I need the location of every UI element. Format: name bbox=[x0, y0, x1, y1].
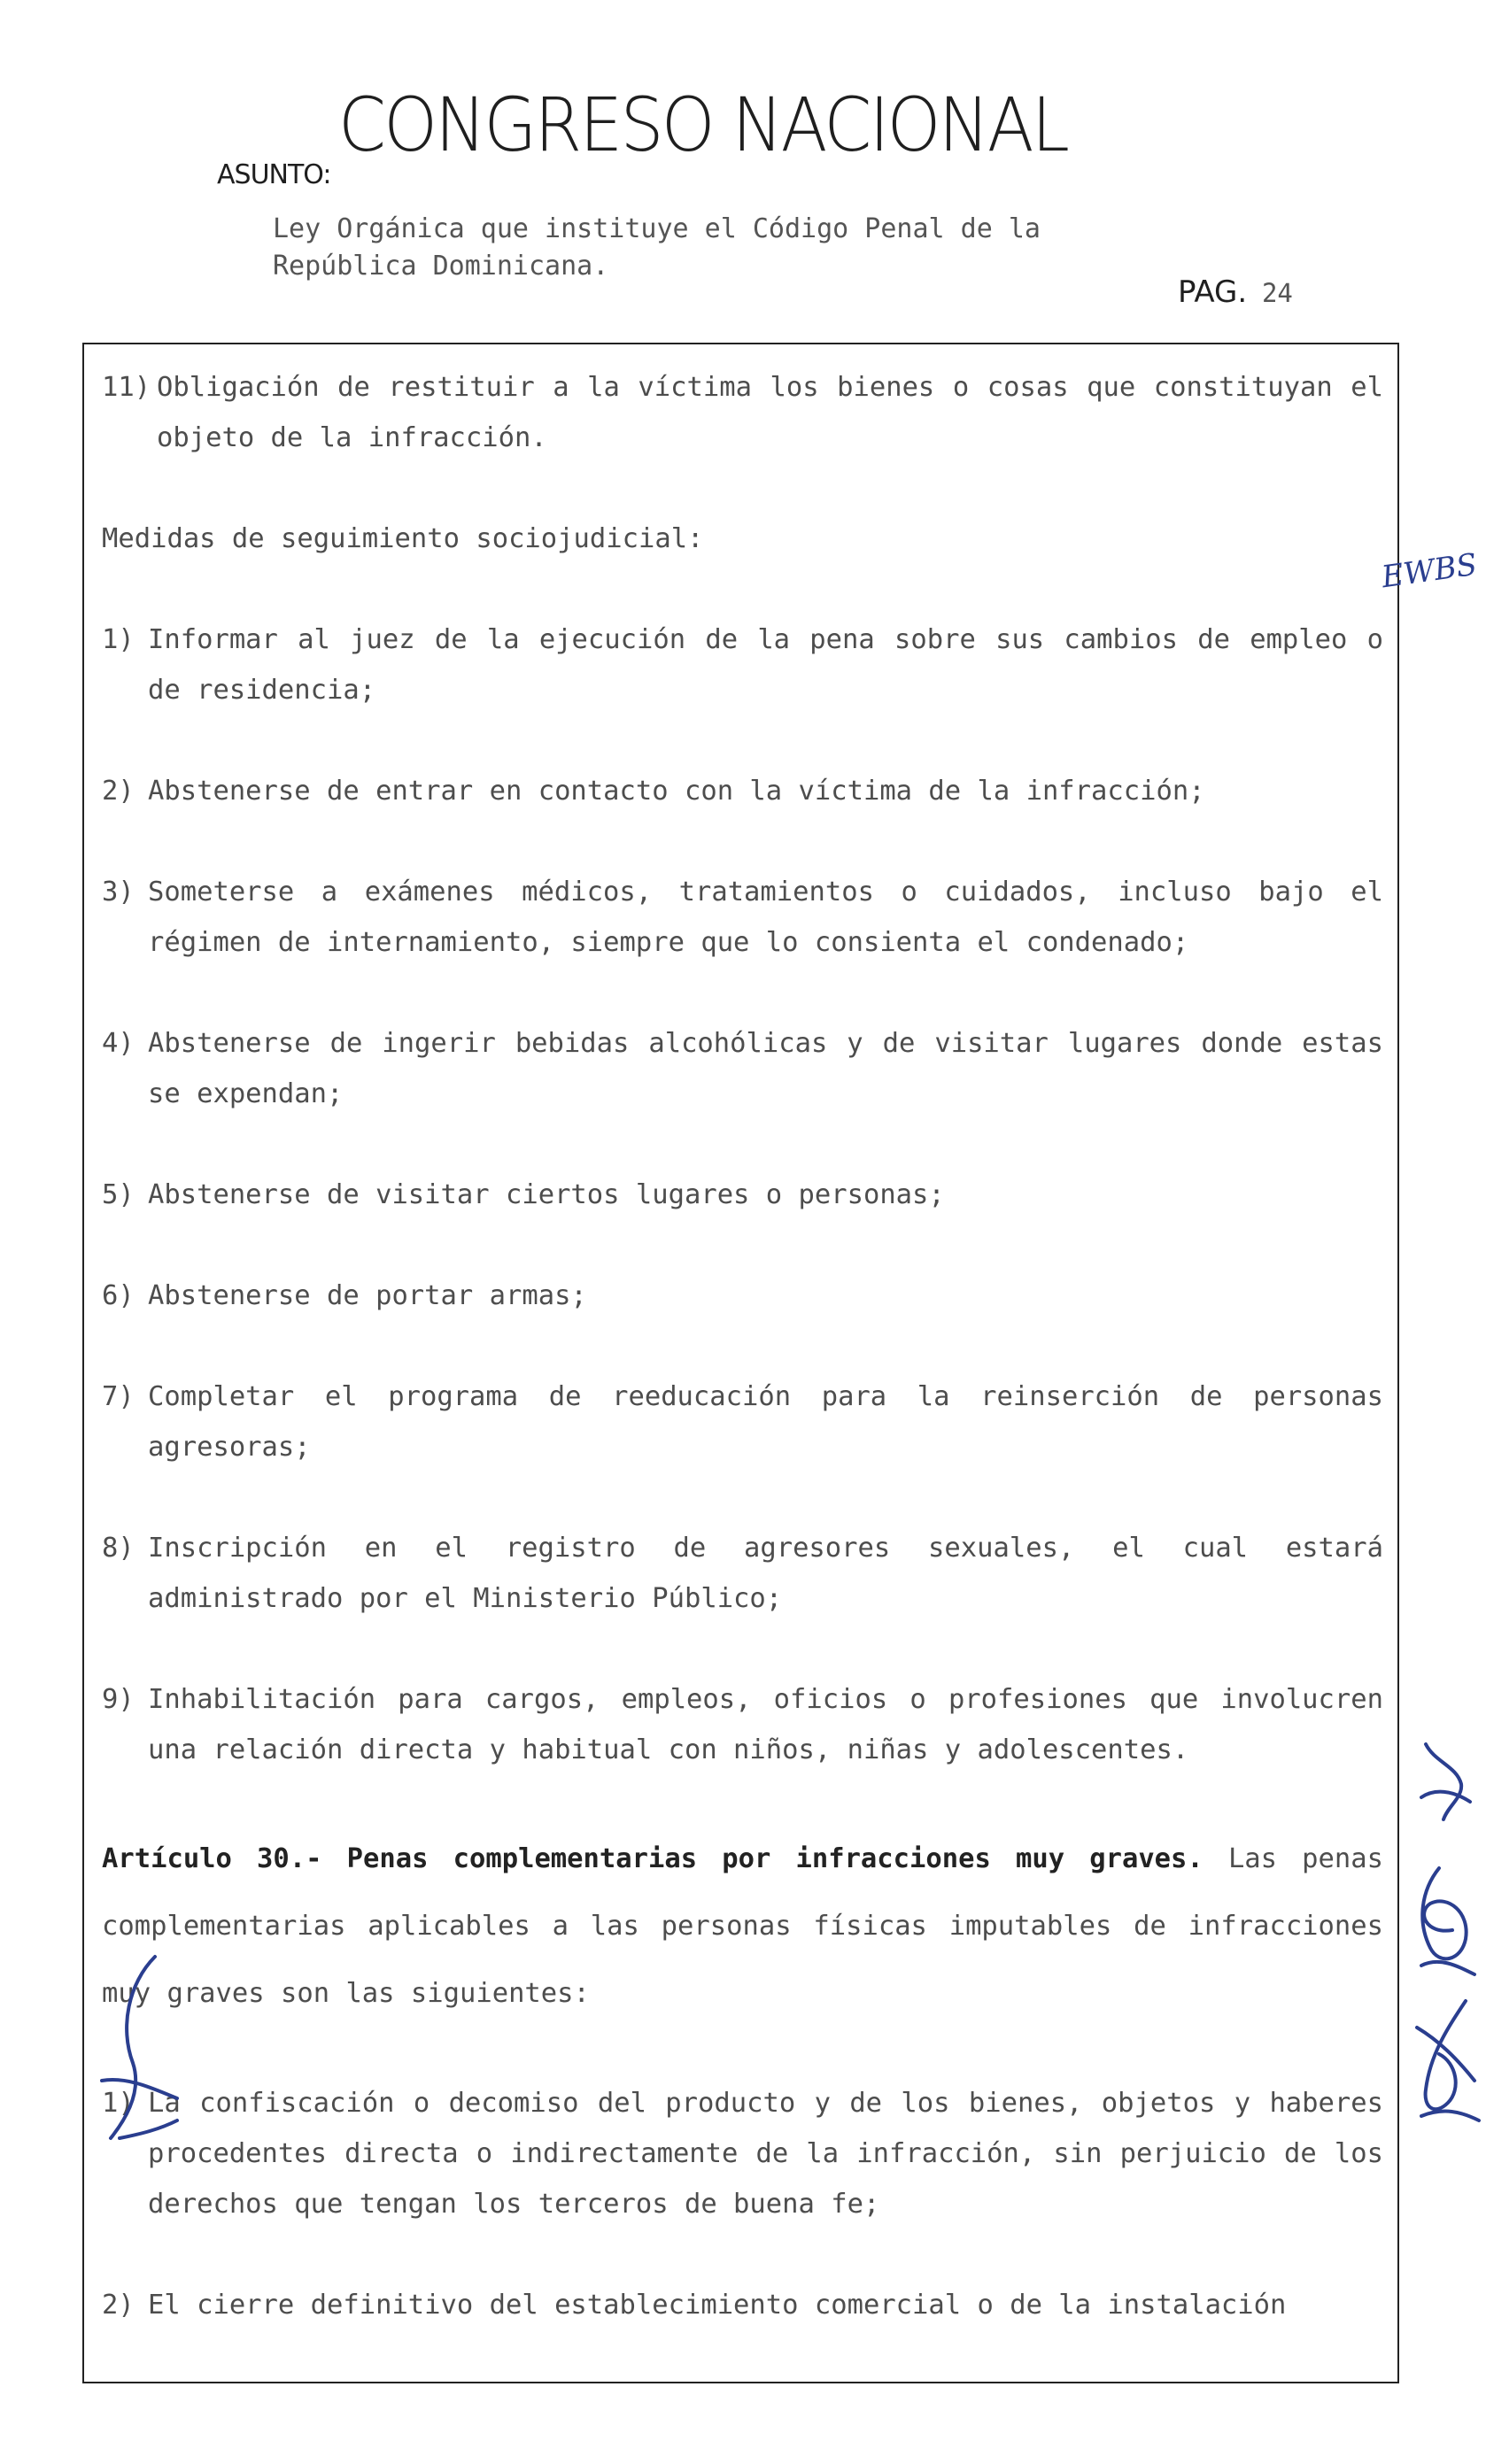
signature-mark bbox=[1404, 1859, 1483, 1983]
item-number: 6) bbox=[102, 1280, 135, 1311]
item-number: 8) bbox=[102, 1533, 135, 1564]
list-item bbox=[102, 1371, 1383, 1472]
list-item bbox=[102, 2078, 1383, 2229]
article-paragraph bbox=[102, 1826, 1383, 2028]
item-number: 2) bbox=[102, 776, 135, 807]
document-body bbox=[102, 362, 1383, 2330]
item-text: Inscripción en el registro de agresores sexuales, el cual estará administrado por el Ministerio Público; bbox=[148, 1533, 1383, 1614]
item-text: Informar al juez de la ejecución de la pena sobre sus cambios de empleo o de residencia; bbox=[148, 624, 1383, 706]
list-item bbox=[102, 1018, 1383, 1119]
page-number: 24 bbox=[1261, 278, 1293, 308]
item-text: Abstenerse de entrar en contacto con la víctima de la infracción; bbox=[148, 776, 1205, 807]
item-number: 11) bbox=[102, 372, 151, 403]
item-text: Obligación de restituir a la víctima los bienes o cosas que constituyan el objeto de la infracción. bbox=[157, 372, 1383, 453]
asunto-label: ASUNTO: bbox=[217, 159, 331, 190]
list-item bbox=[102, 867, 1383, 968]
document-frame bbox=[82, 343, 1399, 2383]
item-text: Abstenerse de portar armas; bbox=[148, 1280, 587, 1311]
item-number: 5) bbox=[102, 1179, 135, 1210]
list-item bbox=[102, 1170, 1383, 1220]
item-number: 9) bbox=[102, 1684, 135, 1715]
list-item bbox=[102, 1271, 1383, 1321]
item-text: Someterse a exámenes médicos, tratamientos o cuidados, incluso bajo el régimen de internamiento, siempre que lo consienta el condenado; bbox=[148, 877, 1383, 958]
item-number: 1) bbox=[102, 624, 135, 655]
list-item bbox=[102, 614, 1383, 715]
list-item bbox=[102, 2280, 1383, 2330]
signature-mark bbox=[1404, 1992, 1483, 2125]
article-title: Artículo 30.- Penas complementarias por infracciones muy graves. bbox=[102, 1843, 1204, 1874]
signature-mark bbox=[93, 1948, 190, 2151]
page-label: PAG. bbox=[1178, 274, 1248, 310]
item-text: El cierre definitivo del establecimiento comercial o de la instalación bbox=[148, 2290, 1287, 2321]
item-text: La confiscación o decomiso del producto y de los bienes, objetos y haberes procedentes directa o indirectamente de la infracción, sin perjuicio de los derechos que tengan los terceros de buena fe; bbox=[148, 2088, 1383, 2220]
list-item bbox=[102, 362, 1383, 463]
handwritten-initials: EWBS bbox=[1379, 546, 1480, 596]
list-item bbox=[102, 1523, 1383, 1624]
signature-mark bbox=[1408, 1735, 1479, 1833]
page-indicator bbox=[1178, 274, 1293, 310]
list-item bbox=[102, 1674, 1383, 1775]
item-number: 7) bbox=[102, 1381, 135, 1412]
item-number: 2) bbox=[102, 2290, 135, 2321]
list-item bbox=[102, 766, 1383, 816]
item-text: Abstenerse de ingerir bebidas alcohólicas y de visitar lugares donde estas se expendan; bbox=[148, 1028, 1383, 1109]
item-number: 1) bbox=[102, 2088, 135, 2119]
item-number: 3) bbox=[102, 877, 135, 908]
item-text: Inhabilitación para cargos, empleos, oficios o profesiones que involucren una relación directa y habitual con niños, niñas y adolescentes. bbox=[148, 1684, 1383, 1765]
organization-header: CONGRESO NACIONAL bbox=[338, 81, 1068, 168]
item-text: Abstenerse de visitar ciertos lugares o personas; bbox=[148, 1179, 945, 1210]
item-number: 4) bbox=[102, 1028, 135, 1059]
section-heading: Medidas de seguimiento sociojudicial: bbox=[102, 523, 704, 554]
subject-text: Ley Orgánica que instituye el Código Penal de la República Dominicana. bbox=[273, 213, 1041, 282]
item-text: Completar el programa de reeducación para la reinserción de personas agresoras; bbox=[148, 1381, 1383, 1463]
article-text: Las penas complementarias aplicables a las personas físicas imputables de infracciones muy graves son las siguientes: bbox=[102, 1843, 1383, 2009]
